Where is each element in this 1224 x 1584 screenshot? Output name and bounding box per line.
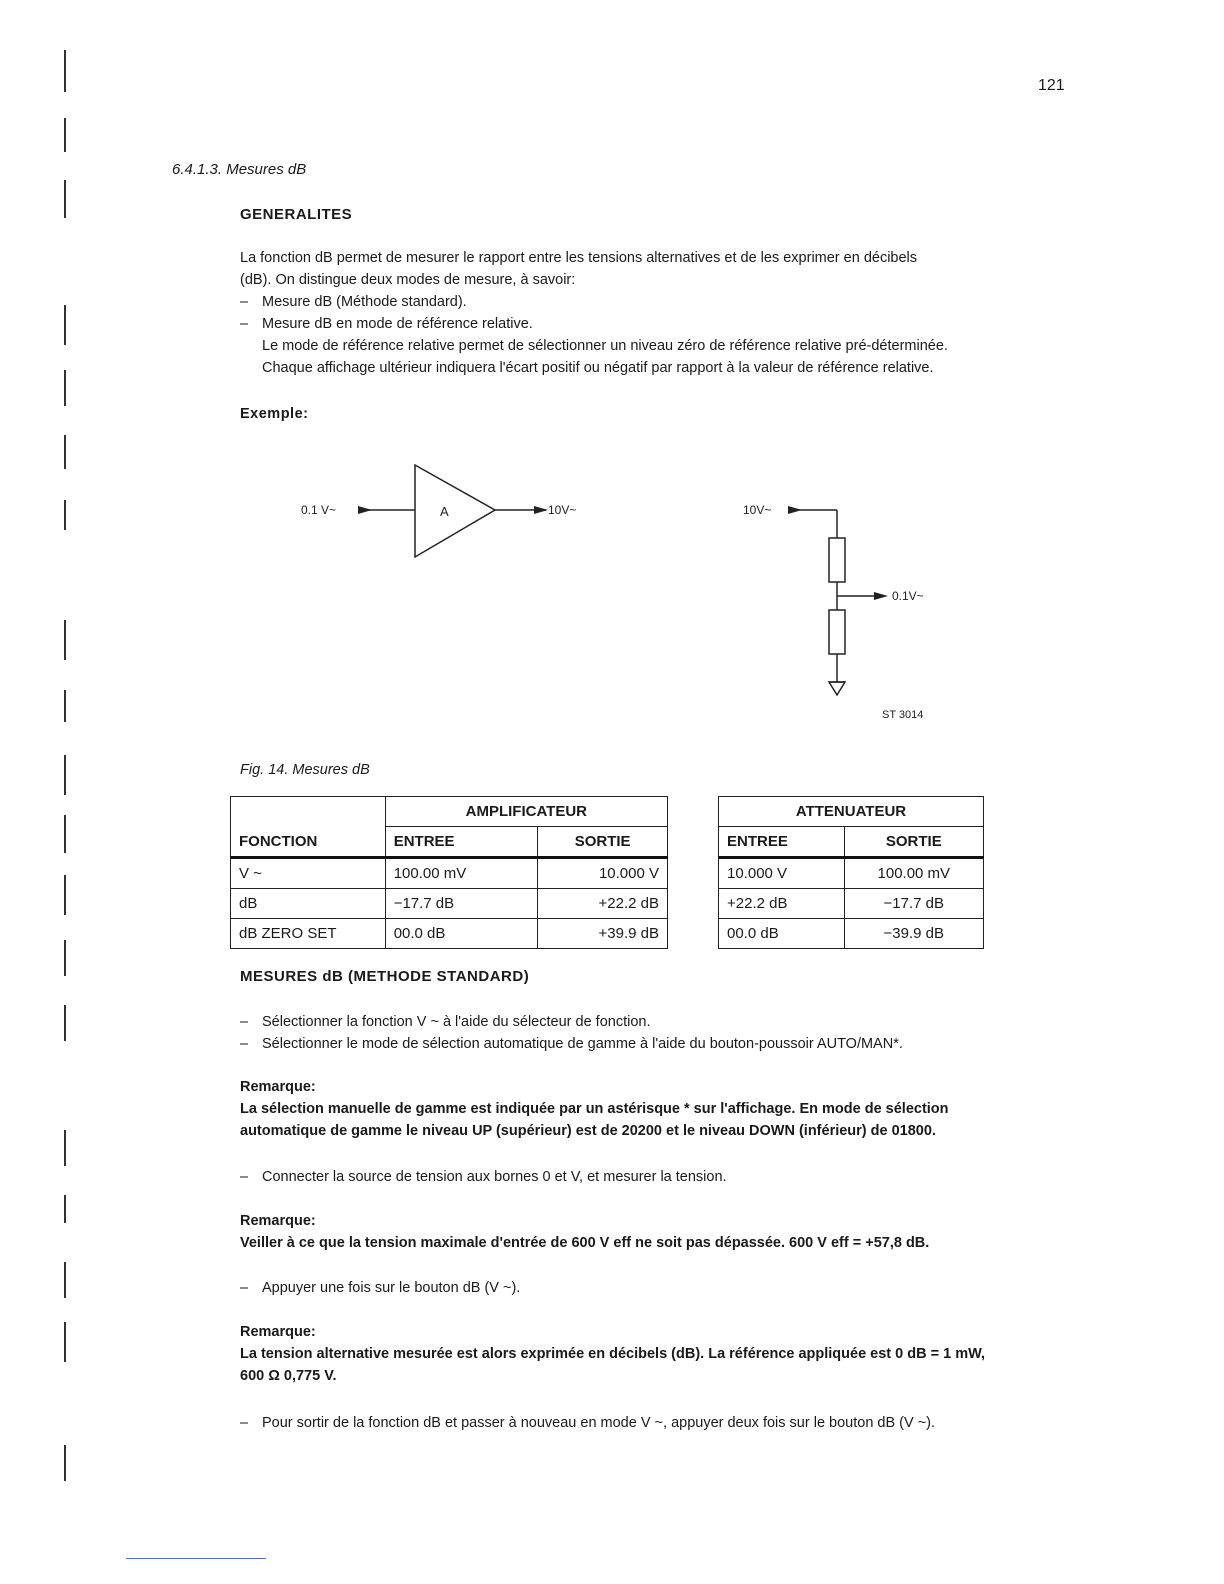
cell: 00.0 dB [385, 919, 538, 949]
intro-line: (dB). On distingue deux modes de mesure, à savoir: [240, 272, 576, 288]
remark-line: La tension alternative mesurée est alors exprimée en décibels (dB). La référence appliquée est 0 dB = 1 mW, [240, 1346, 986, 1362]
group-header: ATTENUATEUR [719, 797, 984, 827]
dash: – [240, 1415, 249, 1431]
table-row [719, 919, 984, 949]
remark-block [240, 1076, 1140, 1142]
cell: 10.000 V [719, 858, 845, 889]
step-text: Sélectionner le mode de sélection automatique de gamme à l'aide du bouton-poussoir AUTO/MAN*. [262, 1036, 903, 1052]
cell: V ~ [231, 858, 386, 889]
steps-block [240, 1011, 1140, 1055]
page-number: 121 [1038, 77, 1065, 94]
heading-generalites: GENERALITES [240, 206, 353, 223]
remark-line: 600 Ω 0,775 V. [240, 1368, 337, 1384]
amp-label: A [440, 504, 449, 519]
bullet-text: Mesure dB (Méthode standard). [262, 294, 467, 310]
empty-cell [231, 797, 386, 827]
dash: – [240, 294, 249, 310]
remark-line: La sélection manuelle de gamme est indiquée par un astérisque * sur l'affichage. En mode de sélection [240, 1101, 949, 1117]
figure-ref-code: ST 3014 [882, 709, 924, 721]
section-title: 6.4.1.3. Mesures dB [172, 161, 307, 178]
att-output-label: 0.1V~ [892, 589, 924, 603]
table-row [719, 858, 984, 889]
cell: 100.00 mV [844, 858, 983, 889]
margin-mark [64, 690, 66, 722]
remark-title: Remarque: [240, 1079, 316, 1095]
attenuator-symbol [743, 503, 924, 695]
bullet-item [240, 313, 1120, 335]
dash: – [240, 1036, 249, 1052]
margin-mark [64, 620, 66, 660]
table-row [231, 919, 668, 949]
dash: – [240, 1280, 249, 1296]
cell: 100.00 mV [385, 858, 538, 889]
margin-mark [64, 1195, 66, 1223]
remark-line: automatique de gamme le niveau UP (supérieur) est de 20200 et le niveau DOWN (inférieur) de 01800. [240, 1123, 936, 1139]
step-item [240, 1277, 1140, 1299]
col-header: ENTREE [719, 827, 845, 858]
cell: 10.000 V [538, 858, 668, 889]
amp-output-label: 10V~ [548, 503, 577, 517]
amplifier-symbol [301, 465, 576, 557]
table-header-row [231, 827, 668, 858]
remark-block [240, 1321, 1140, 1387]
intro-line: Le mode de référence relative permet de sélectionner un niveau zéro de référence relative pré-déterminée. [262, 338, 948, 354]
margin-mark [64, 370, 66, 406]
cell: −17.7 dB [844, 889, 983, 919]
remark-title: Remarque: [240, 1213, 316, 1229]
attenuator-table [718, 796, 984, 949]
cell: +22.2 dB [719, 889, 845, 919]
cell: dB ZERO SET [231, 919, 386, 949]
margin-mark [64, 500, 66, 530]
margin-mark [64, 1005, 66, 1041]
step-item [240, 1011, 1140, 1033]
remark-block [240, 1210, 1140, 1254]
margin-mark [64, 118, 66, 152]
margin-mark [64, 1322, 66, 1362]
remark-line: Veiller à ce que la tension maximale d'entrée de 600 V eff ne soit pas dépassée. 600 V eff = +57,8 dB. [240, 1235, 930, 1251]
dash: – [240, 316, 249, 332]
margin-mark [64, 305, 66, 345]
group-header: AMPLIFICATEUR [385, 797, 667, 827]
margin-mark [64, 180, 66, 218]
table-header-row [719, 797, 984, 827]
footer-rule [126, 1558, 266, 1559]
figure-diagram [280, 455, 980, 735]
col-header: SORTIE [538, 827, 668, 858]
table-row [231, 858, 668, 889]
col-header: SORTIE [844, 827, 983, 858]
col-header: ENTREE [385, 827, 538, 858]
amp-input-label: 0.1 V~ [301, 503, 337, 517]
margin-mark [64, 755, 66, 795]
heading-standard-method: MESURES dB (METHODE STANDARD) [240, 968, 530, 985]
cell: −17.7 dB [385, 889, 538, 919]
margin-mark [64, 940, 66, 976]
remark-title: Remarque: [240, 1324, 316, 1340]
bullet-item [240, 291, 1120, 313]
table-row [719, 889, 984, 919]
margin-mark [64, 1130, 66, 1166]
cell: dB [231, 889, 386, 919]
step-text: Sélectionner la fonction V ~ à l'aide du sélecteur de fonction. [262, 1014, 651, 1030]
step-text: Pour sortir de la fonction dB et passer à nouveau en mode V ~, appuyer deux fois sur le bouton dB (V ~). [262, 1415, 936, 1431]
cell: +22.2 dB [538, 889, 668, 919]
margin-mark [64, 1262, 66, 1298]
att-input-label: 10V~ [743, 503, 772, 517]
intro-paragraph [240, 247, 1120, 379]
step-item [240, 1166, 1140, 1188]
step-item [240, 1033, 1140, 1055]
margin-mark [64, 875, 66, 915]
figure-caption: Fig. 14. Mesures dB [240, 762, 370, 778]
intro-line: La fonction dB permet de mesurer le rapport entre les tensions alternatives et de les exprimer en décibels [240, 250, 918, 266]
step-text: Connecter la source de tension aux bornes 0 et V, et mesurer la tension. [262, 1169, 727, 1185]
margin-mark [64, 50, 66, 92]
margin-mark [64, 435, 66, 469]
table-header-row [719, 827, 984, 858]
dash: – [240, 1014, 249, 1030]
table-header-row [231, 797, 668, 827]
table-row [231, 889, 668, 919]
dash: – [240, 1169, 249, 1185]
amplifier-table [230, 796, 668, 949]
col-header: FONCTION [231, 827, 386, 858]
cell: −39.9 dB [844, 919, 983, 949]
bullet-text: Mesure dB en mode de référence relative. [262, 316, 533, 332]
cell: +39.9 dB [538, 919, 668, 949]
step-text: Appuyer une fois sur le bouton dB (V ~). [262, 1280, 521, 1296]
step-item [240, 1412, 1180, 1434]
intro-line: Chaque affichage ultérieur indiquera l'écart positif ou négatif par rapport à la valeur de référence relative. [262, 360, 934, 376]
margin-mark [64, 815, 66, 853]
example-label: Exemple: [240, 406, 309, 422]
cell: 00.0 dB [719, 919, 845, 949]
margin-mark [64, 1445, 66, 1481]
